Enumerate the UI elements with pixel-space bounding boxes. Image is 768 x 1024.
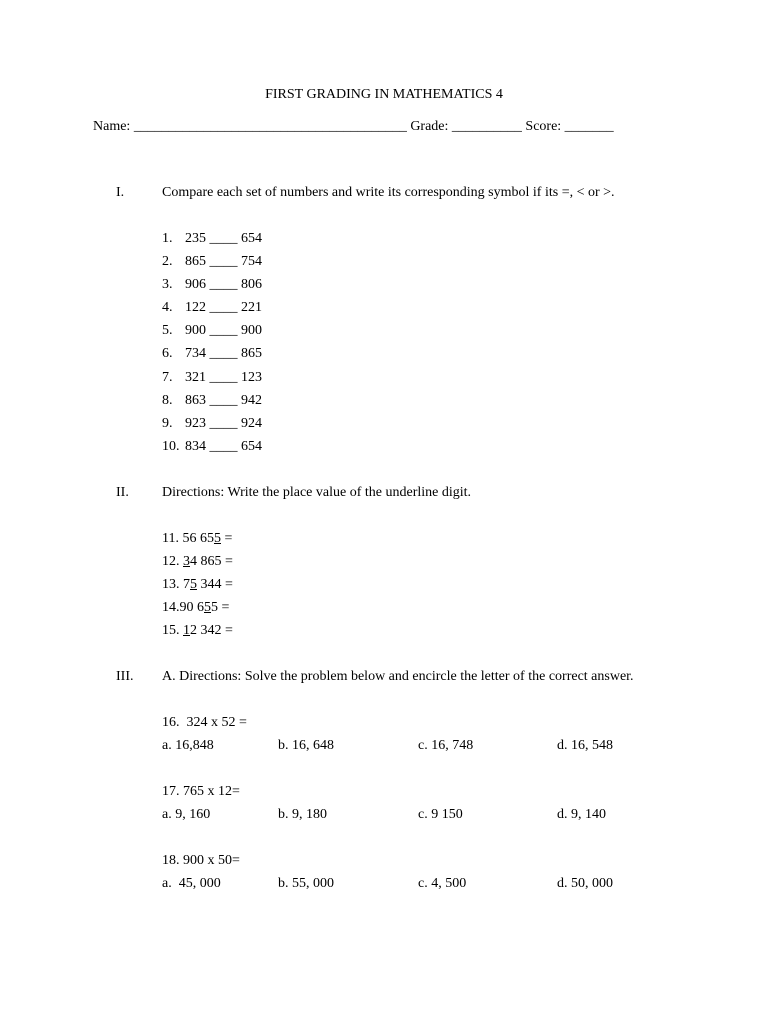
item-text: 900 ____ 900	[185, 323, 262, 338]
place-value-item	[162, 624, 233, 638]
place-value-item	[162, 601, 229, 615]
section-3-instruction: A. Directions: Solve the problem below and encircle the letter of the correct answer.	[162, 669, 634, 684]
item-number: 9.	[162, 416, 173, 431]
item-suffix: 4 865 =	[190, 554, 233, 569]
item-suffix: 344 =	[197, 577, 233, 592]
place-value-item	[162, 532, 232, 546]
item-number: 7.	[162, 370, 173, 385]
compare-item	[162, 324, 262, 340]
underlined-digit: 5	[213, 531, 221, 546]
option-a: a. 16,848	[162, 738, 214, 753]
compare-item	[162, 417, 262, 433]
section-1-instruction: Compare each set of numbers and write its corresponding symbol if its =, < or >.	[162, 185, 615, 200]
item-number: 5.	[162, 323, 173, 338]
section-1-numeral: I.	[116, 185, 125, 200]
item-text: 734 ____ 865	[185, 346, 262, 361]
item-text: 906 ____ 806	[185, 277, 262, 292]
name-grade-score-line: Name: _______________________________________ Grade: __________ Score: _______	[93, 119, 614, 134]
item-number: 10.	[162, 439, 180, 454]
compare-item	[162, 301, 262, 317]
item-suffix: 5 =	[211, 600, 230, 615]
item-prefix: 15.	[162, 623, 183, 638]
item-number: 6.	[162, 346, 173, 361]
compare-item	[162, 232, 262, 248]
item-suffix: 2 342 =	[190, 623, 233, 638]
item-number: 1.	[162, 231, 173, 246]
item-text: 865 ____ 754	[185, 254, 262, 269]
option-c: c. 16, 748	[418, 738, 474, 753]
option-c: c. 4, 500	[418, 876, 467, 891]
item-text: 863 ____ 942	[185, 393, 262, 408]
compare-item	[162, 440, 262, 456]
item-number: 3.	[162, 277, 173, 292]
item-prefix: 12.	[162, 554, 183, 569]
problem-18: 18. 900 x 50=	[162, 853, 240, 868]
item-text: 122 ____ 221	[185, 300, 262, 315]
place-value-item	[162, 578, 233, 592]
option-b: b. 9, 180	[278, 807, 327, 822]
item-prefix: 14.90 6	[162, 600, 204, 615]
option-a: a. 45, 000	[162, 876, 221, 891]
compare-item	[162, 255, 262, 271]
underlined-digit: 1	[183, 623, 190, 638]
underlined-digit: 5	[204, 600, 211, 615]
option-d: d. 50, 000	[557, 876, 613, 891]
item-text: 923 ____ 924	[185, 416, 262, 431]
compare-item	[162, 394, 262, 410]
underlined-digit: 3	[183, 554, 190, 569]
item-text: 321 ____ 123	[185, 370, 262, 385]
compare-item	[162, 347, 262, 363]
item-text: 235 ____ 654	[185, 231, 262, 246]
option-a: a. 9, 160	[162, 807, 211, 822]
item-number: 2.	[162, 254, 173, 269]
compare-item	[162, 278, 262, 294]
option-b: b. 16, 648	[278, 738, 334, 753]
item-prefix: 13. 7	[162, 577, 190, 592]
problem-16: 16. 324 x 52 =	[162, 715, 247, 730]
underlined-digit: 5	[190, 577, 197, 592]
item-suffix: =	[220, 531, 233, 546]
item-text: 834 ____ 654	[185, 439, 262, 454]
item-number: 4.	[162, 300, 173, 315]
option-d: d. 16, 548	[557, 738, 613, 753]
item-prefix: 11. 56 65	[162, 531, 214, 546]
section-2-numeral: II.	[116, 485, 129, 500]
option-b: b. 55, 000	[278, 876, 334, 891]
page-title: FIRST GRADING IN MATHEMATICS 4	[265, 87, 503, 102]
option-d: d. 9, 140	[557, 807, 606, 822]
option-c: c. 9 150	[418, 807, 463, 822]
item-number: 8.	[162, 393, 173, 408]
compare-item	[162, 371, 262, 387]
place-value-item	[162, 555, 233, 569]
section-2-instruction: Directions: Write the place value of the underline digit.	[162, 485, 472, 500]
problem-17: 17. 765 x 12=	[162, 784, 240, 799]
section-3-numeral: III.	[116, 669, 134, 684]
